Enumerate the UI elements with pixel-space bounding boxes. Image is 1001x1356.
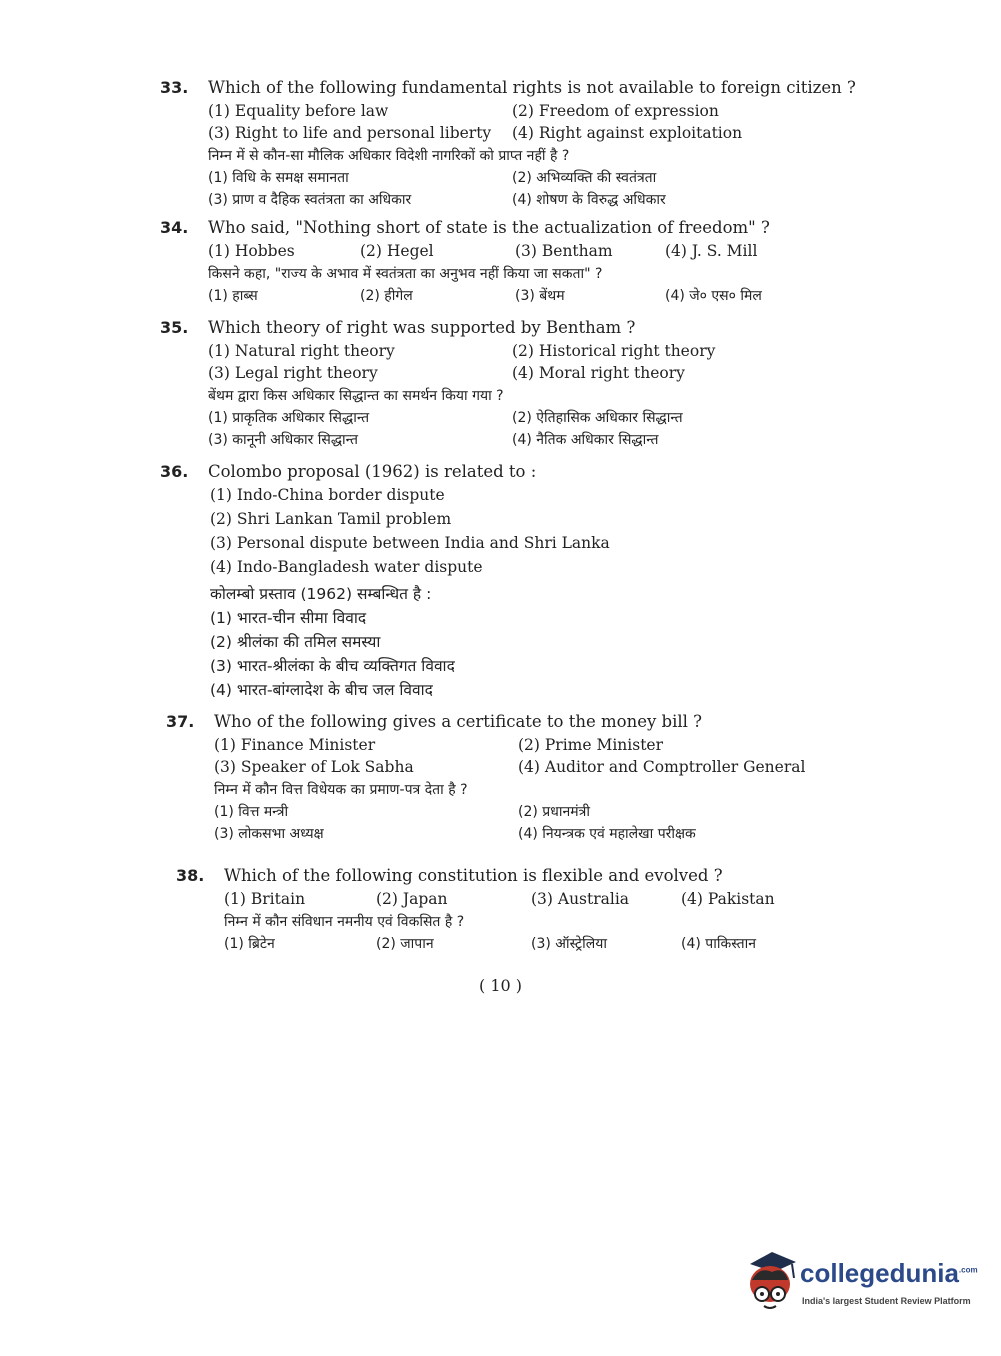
option-1: (1) Britain bbox=[224, 890, 306, 908]
hindi-question-text: निम्न में कौन वित्त विधेयक का प्रमाण-पत्र देता है ? bbox=[214, 782, 468, 798]
question-number: 35. bbox=[160, 318, 189, 337]
hindi-option-3: (3) भारत-श्रीलंका के बीच व्यक्तिगत विवाद bbox=[210, 657, 455, 675]
hindi-option-3: (3) प्राण व दैहिक स्वतंत्रता का अधिकार bbox=[208, 192, 412, 208]
hindi-option-2: (2) श्रीलंका की तमिल समस्या bbox=[210, 633, 381, 651]
hindi-option-2: (2) अभिव्यक्ति की स्वतंत्रता bbox=[512, 170, 657, 186]
option-3: (3) Right to life and personal liberty bbox=[208, 124, 492, 142]
hindi-question-text: कोलम्बो प्रस्ताव (1962) सम्बन्धित है : bbox=[210, 585, 432, 603]
hindi-option-1: (1) वित्त मन्त्री bbox=[214, 804, 289, 820]
question-35 bbox=[160, 318, 810, 452]
hindi-option-4: (4) शोषण के विरुद्ध अधिकार bbox=[512, 192, 666, 208]
hindi-option-2: (2) ऐतिहासिक अधिकार सिद्धान्त bbox=[512, 410, 683, 426]
option-1: (1) Finance Minister bbox=[214, 736, 376, 754]
option-1: (1) Indo-China border dispute bbox=[210, 486, 445, 504]
question-text: Colombo proposal (1962) is related to : bbox=[208, 462, 537, 481]
hindi-option-4: (4) भारत-बांग्लादेश के बीच जल विवाद bbox=[210, 681, 433, 699]
hindi-question-text: निम्न में कौन संविधान नमनीय एवं विकसित है ? bbox=[224, 914, 465, 930]
option-2: (2) Hegel bbox=[360, 242, 434, 260]
question-number: 37. bbox=[166, 712, 195, 731]
hindi-question-text: किसने कहा, "राज्य के अभाव में स्वतंत्रता का अनुभव नहीं किया जा सकता" ? bbox=[208, 266, 603, 282]
question-text: Which of the following constitution is flexible and evolved ? bbox=[224, 866, 723, 885]
question-number: 36. bbox=[160, 462, 189, 481]
option-2: (2) Historical right theory bbox=[512, 342, 716, 360]
brand-tagline: India's largest Student Review Platform bbox=[802, 1296, 971, 1306]
hindi-option-3: (3) कानूनी अधिकार सिद्धान्त bbox=[208, 432, 358, 448]
option-3: (3) Personal dispute between India and Shri Lanka bbox=[210, 534, 610, 552]
question-number: 34. bbox=[160, 218, 189, 237]
question-text: Who of the following gives a certificate to the money bill ? bbox=[214, 712, 703, 731]
hindi-option-4: (4) पाकिस्तान bbox=[681, 936, 757, 952]
hindi-option-3: (3) लोकसभा अध्यक्ष bbox=[214, 826, 324, 842]
page-number: ( 10 ) bbox=[478, 976, 522, 995]
collegedunia-logo bbox=[742, 1250, 978, 1320]
hindi-option-3: (3) बेंथम bbox=[515, 288, 565, 304]
hindi-option-2: (2) प्रधानमंत्री bbox=[518, 804, 590, 820]
option-3: (3) Bentham bbox=[515, 242, 613, 260]
option-4: (4) Indo-Bangladesh water dispute bbox=[210, 558, 483, 576]
option-4: (4) J. S. Mill bbox=[665, 242, 758, 260]
question-33 bbox=[160, 78, 856, 212]
hindi-option-3: (3) ऑस्ट्रेलिया bbox=[531, 936, 607, 952]
option-3: (3) Legal right theory bbox=[208, 364, 378, 382]
brand-name: collegedunia bbox=[800, 1258, 959, 1288]
hindi-option-1: (1) विधि के समक्ष समानता bbox=[208, 170, 349, 186]
hindi-option-1: (1) भारत-चीन सीमा विवाद bbox=[210, 609, 367, 627]
hindi-option-2: (2) हीगेल bbox=[360, 288, 413, 304]
hindi-option-2: (2) जापान bbox=[376, 936, 434, 952]
question-text: Which theory of right was supported by Bentham ? bbox=[208, 318, 636, 337]
option-1: (1) Natural right theory bbox=[208, 342, 395, 360]
option-2: (2) Freedom of expression bbox=[512, 102, 719, 120]
question-36 bbox=[160, 462, 810, 702]
question-37 bbox=[166, 712, 816, 846]
question-38 bbox=[176, 866, 826, 956]
question-number: 38. bbox=[176, 866, 205, 885]
option-4: (4) Moral right theory bbox=[512, 364, 685, 382]
question-number: 33. bbox=[160, 78, 189, 97]
hindi-option-1: (1) ब्रिटेन bbox=[224, 936, 275, 952]
hindi-option-4: (4) नियन्त्रक एवं महालेखा परीक्षक bbox=[518, 826, 696, 842]
option-4: (4) Right against exploitation bbox=[512, 124, 743, 142]
question-text: Which of the following fundamental rights is not available to foreign citizen ? bbox=[208, 78, 856, 97]
option-2: (2) Shri Lankan Tamil problem bbox=[210, 510, 452, 528]
hindi-question-text: बेंथम द्वारा किस अधिकार सिद्धान्त का समर्थन किया गया ? bbox=[208, 388, 504, 404]
option-3: (3) Speaker of Lok Sabha bbox=[214, 758, 414, 776]
hindi-option-1: (1) प्राकृतिक अधिकार सिद्धान्त bbox=[208, 410, 370, 426]
option-2: (2) Prime Minister bbox=[518, 736, 664, 754]
question-text: Who said, "Nothing short of state is the actualization of freedom" ? bbox=[208, 218, 770, 237]
mascot-icon bbox=[742, 1250, 798, 1316]
option-1: (1) Hobbes bbox=[208, 242, 295, 260]
hindi-option-4: (4) जे० एस० मिल bbox=[665, 288, 762, 304]
option-3: (3) Australia bbox=[531, 890, 630, 908]
option-4: (4) Pakistan bbox=[681, 890, 775, 908]
option-4: (4) Auditor and Comptroller General bbox=[518, 758, 806, 776]
option-1: (1) Equality before law bbox=[208, 102, 389, 120]
hindi-option-4: (4) नैतिक अधिकार सिद्धान्त bbox=[512, 432, 659, 448]
hindi-option-1: (1) हाब्स bbox=[208, 288, 258, 304]
hindi-question-text: निम्न में से कौन-सा मौलिक अधिकार विदेशी नागरिकों को प्राप्त नहीं है ? bbox=[208, 148, 570, 164]
option-2: (2) Japan bbox=[376, 890, 448, 908]
question-34 bbox=[160, 218, 810, 308]
brand-suffix: .com bbox=[958, 1265, 978, 1275]
